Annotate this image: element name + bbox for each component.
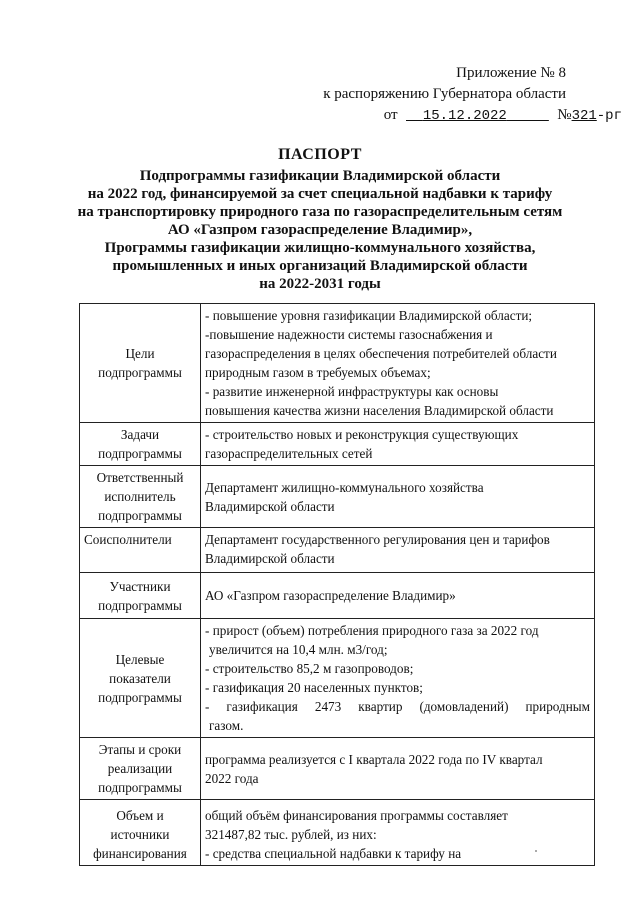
- row-content: - повышение уровня газификации Владимирской области; -повышение надежности системы газоснабжения и газораспределения в целях обеспечения потребителей области природным газом в требуемых объемах; - развитие инженерной инфраструктуры как основы повышения качества жизни населения Владимирской области: [201, 304, 595, 423]
- row-content: АО «Газпром газораспределение Владимир»: [201, 573, 595, 619]
- row-financing: [80, 800, 595, 866]
- row-label: Цели подпрограммы: [80, 304, 201, 423]
- row-content: Департамент государственного регулирования цен и тарифов Владимирской области: [201, 528, 595, 573]
- row-content: программа реализуется с I квартала 2022 года по IV квартал 2022 года: [201, 738, 595, 800]
- subtitle-line: на 2022-2031 годы: [259, 276, 381, 292]
- appendix-title: Приложение № 8: [456, 65, 566, 81]
- document-title: ПАСПОРТ: [278, 146, 362, 163]
- subtitle-line: Подпрограммы газификации Владимирской области: [139, 168, 501, 184]
- number-prefix: №: [557, 107, 572, 123]
- appendix-date-number: [384, 104, 622, 127]
- subtitle-line: Программы газификации жилищно-коммунального хозяйства,: [104, 240, 536, 256]
- row-label: Соисполнители: [80, 528, 201, 573]
- row-targets: [80, 619, 595, 738]
- number-suffix: -рг: [596, 108, 622, 124]
- row-label: Целевые показатели подпрограммы: [80, 619, 201, 738]
- row-label: Этапы и сроки реализации подпрограммы: [80, 738, 201, 800]
- passport-table: [79, 303, 595, 866]
- row-tasks: [80, 423, 595, 466]
- row-label: Объем и источники финансирования: [80, 800, 201, 866]
- date-prefix: от: [383, 107, 398, 123]
- row-content: Департамент жилищно-коммунального хозяйства Владимирской области: [201, 466, 595, 528]
- scan-speck: [535, 850, 537, 852]
- row-responsible: [80, 466, 595, 528]
- appendix-reference: к распоряжению Губернатора области: [323, 86, 566, 102]
- date-value: 15.12.2022: [422, 108, 507, 124]
- row-goals: [80, 304, 595, 423]
- subtitle-line: на 2022 год, финансируемой за счет специальной надбавки к тарифу: [87, 186, 553, 202]
- document-subtitle: [60, 167, 580, 293]
- subtitle-line: на транспортировку природного газа по газораспределительным сетям: [77, 204, 563, 220]
- row-content: общий объём финансирования программы составляет 321487,82 тыс. рублей, из них: - средства специальной надбавки к тарифу на: [201, 800, 595, 866]
- row-stages: [80, 738, 595, 800]
- number-value: 321: [571, 108, 597, 124]
- subtitle-line: АО «Газпром газораспределение Владимир»,: [167, 222, 473, 238]
- row-label: Участники подпрограммы: [80, 573, 201, 619]
- subtitle-line: промышленных и иных организаций Владимирской области: [112, 258, 528, 274]
- row-coexecutors: [80, 528, 595, 573]
- row-label: Задачи подпрограммы: [80, 423, 201, 466]
- row-content: - прирост (объем) потребления природного газа за 2022 год увеличится на 10,4 млн. м3/год; - строительство 85,2 м газопроводов; - газификация 20 населенных пунктов; - газификация 2473 квартир (домовладений) природным газом.: [201, 619, 595, 738]
- row-content: - строительство новых и реконструкция существующих газораспределительных сетей: [201, 423, 595, 466]
- row-participants: [80, 573, 595, 619]
- row-label: Ответственный исполнитель подпрограммы: [80, 466, 201, 528]
